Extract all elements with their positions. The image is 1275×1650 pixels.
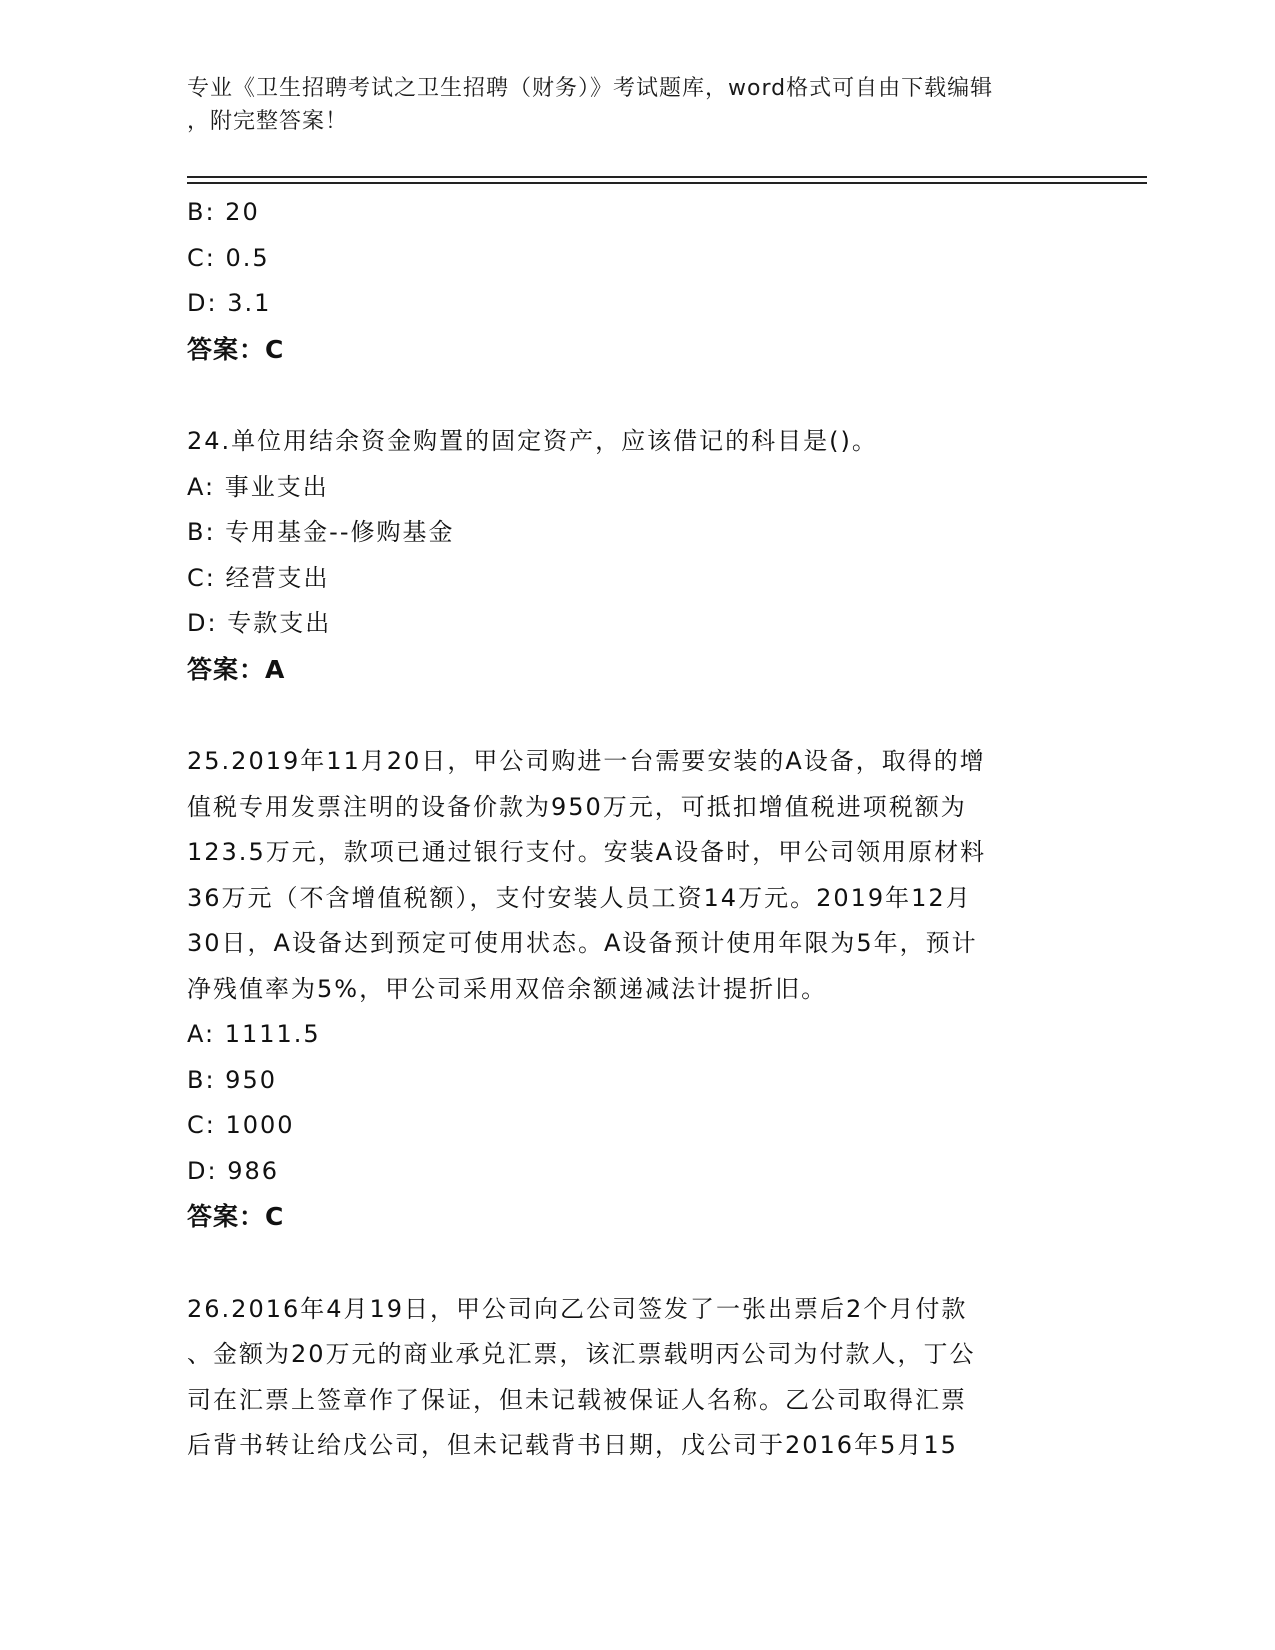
question-line: 30日，A设备达到预定可使用状态。A设备预计使用年限为5年，预计 [187,929,978,957]
option-b: B: 专用基金--修购基金 [187,518,455,546]
header-rule-bottom [187,182,1147,184]
option-c: C: 0.5 [187,243,270,272]
question-line: 净残值率为5%，甲公司采用双倍余额递减法计提折旧。 [187,974,828,1003]
question-line: 司在汇票上签章作了保证，但未记载被保证人名称。乙公司取得汇票 [187,1385,967,1414]
spacer [187,372,1087,419]
answer: 答案：A [187,654,286,684]
option-b: B: 950 [187,1065,277,1094]
question-line: 25.2019年11月20日，甲公司购进一台需要安装的A设备，取得的增 [187,747,986,775]
answer: 答案：C [187,334,285,364]
question-line: 36万元（不含增值税额），支付安装人员工资14万元。2019年12月 [187,883,972,912]
question-text [187,1287,1087,1469]
option-c: C: 1000 [187,1111,295,1139]
option-d: D: 专款支出 [187,609,332,637]
option-c: C: 经营支出 [187,563,330,592]
question-text: 24.单位用结余资金购置的固定资产，应该借记的科目是()。 [187,427,878,455]
option-a: A: 事业支出 [187,472,329,501]
spacer [187,692,1087,739]
option-d: D: 3.1 [187,289,272,317]
question-25 [187,739,1087,1240]
question-line: 后背书转让给戊公司，但未记载背书日期，戊公司于2016年5月15 [187,1431,958,1459]
option-b: B: 20 [187,198,260,226]
option-d: D: 986 [187,1156,280,1185]
question-23-tail [187,190,1087,372]
question-line: 26.2016年4月19日，甲公司向乙公司签发了一张出票后2个月付款 [187,1294,968,1323]
answer: 答案：C [187,1202,285,1231]
question-line: 值税专用发票注明的设备价款为950万元，可抵扣增值税进项税额为 [187,792,967,821]
question-line: 、金额为20万元的商业承兑汇票，该汇票载明丙公司为付款人，丁公 [187,1340,976,1368]
question-text [187,739,1087,1012]
header-line-1: 专业《卫生招聘考试之卫生招聘（财务）》考试题库，word格式可自由下载编辑 [187,76,994,101]
document-body [187,190,1087,1469]
option-a: A: 1111.5 [187,1020,321,1048]
document-header [187,72,1067,138]
question-line: 123.5万元，款项已通过银行支付。安装A设备时，甲公司领用原材料 [187,838,987,866]
spacer [187,1240,1087,1287]
question-26 [187,1287,1087,1469]
header-line-2: ，附完整答案！ [187,109,349,134]
header-rule-top [187,176,1147,178]
question-24 [187,419,1087,692]
